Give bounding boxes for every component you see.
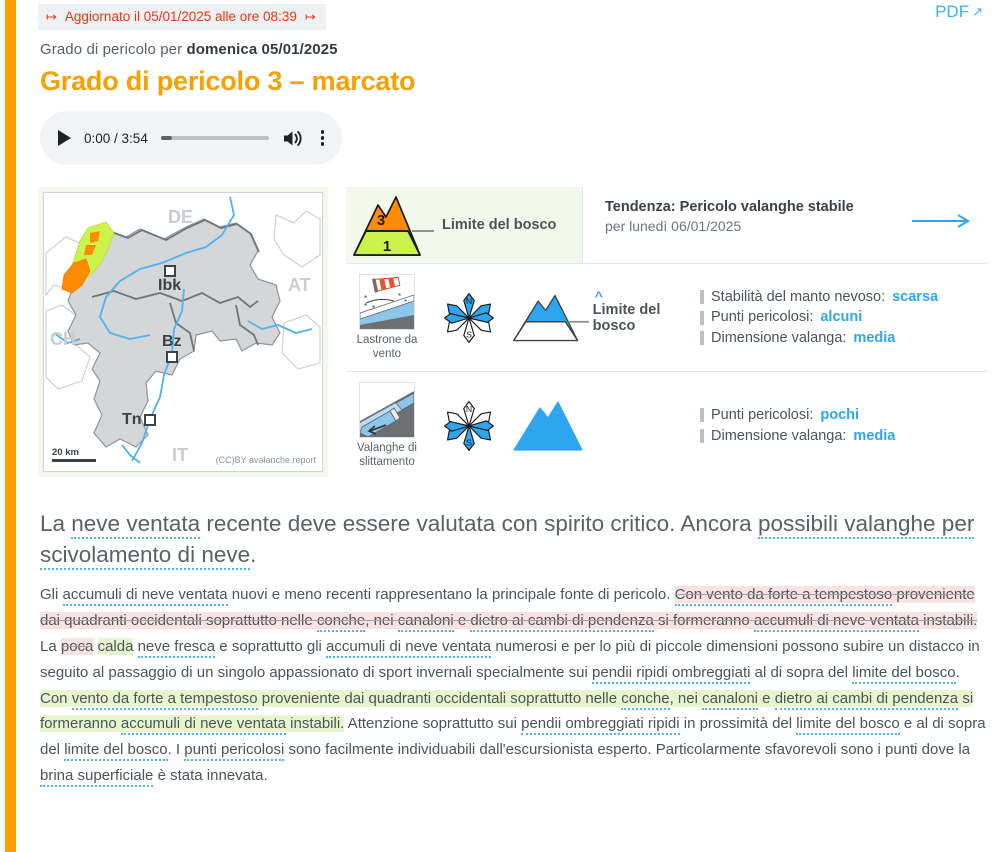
danger-level-subheading: [40, 41, 988, 58]
glossary-link[interactable]: conche: [621, 690, 669, 710]
problem-elevation: [510, 287, 700, 346]
tendency-subtitle: per lunedì 06/01/2025: [605, 218, 742, 234]
play-icon[interactable]: [58, 130, 71, 146]
inserted-text-run: Con: [40, 689, 72, 707]
compass-rose-icon: [440, 289, 498, 347]
map-attribution: (CC)BY avalanche.report: [215, 455, 316, 465]
info-bar-icon: [700, 311, 704, 325]
elevation-label-wrap: [592, 287, 700, 334]
audio-duration: 3:54: [121, 130, 148, 146]
removed-text: poca: [60, 638, 94, 656]
danger-elevation-pictogram: [346, 187, 582, 263]
info-value: pochi: [820, 407, 860, 424]
glossary-link[interactable]: limite del bosco: [796, 715, 899, 735]
removed-text-run: e: [453, 612, 471, 630]
tendency-panel: [582, 187, 988, 263]
svg-text:N: N: [465, 403, 473, 414]
arrow-right-icon: ↦: [46, 9, 57, 24]
info-value: alcuni: [820, 309, 863, 326]
svg-text:*: *: [364, 294, 368, 303]
audio-player[interactable]: [40, 111, 342, 165]
glossary-link[interactable]: pendii ripidi ombreggiati: [592, 664, 750, 684]
inserted-text-run: e: [758, 689, 775, 707]
glossary-link[interactable]: possibili valanghe per scivolamento di neve: [40, 511, 974, 570]
glossary-link[interactable]: accumuli di neve ventata: [121, 715, 286, 735]
glossary-link[interactable]: canaloni: [398, 612, 454, 632]
glossary-link[interactable]: dietro ai cambi di pendenza: [775, 690, 958, 710]
elevation-label: Limite del bosco: [592, 301, 661, 334]
svg-text:AT: AT: [288, 275, 311, 295]
above-treeline-caret-icon: ^: [594, 287, 603, 304]
info-label: Stabilità del manto nevoso:: [711, 288, 886, 305]
tendency-text: [605, 199, 898, 234]
problem-icon-block: [346, 274, 428, 361]
problem-icon-label: Valanghe di slittamento: [357, 442, 417, 468]
info-bar-icon: [700, 408, 704, 422]
body-text: è stata innevata.: [153, 767, 268, 785]
page-title: Grado di pericolo 3 – marcato: [40, 66, 416, 96]
pdf-link-label: PDF: [935, 2, 970, 21]
glossary-link[interactable]: Con vento da forte a tempestoso: [675, 586, 893, 606]
last-updated-text: Aggiornato il 05/01/2025 alle ore 08:39: [64, 9, 297, 24]
glossary-link[interactable]: accumuli di neve ventata: [63, 586, 228, 606]
glossary-link[interactable]: limite del bosco: [64, 741, 167, 761]
inserted-text: calda: [97, 638, 134, 656]
danger-for-prefix: Grado di pericolo per: [40, 41, 187, 58]
city-marker-icon: [144, 414, 156, 426]
danger-for-date: domenica 05/01/2025: [186, 41, 338, 58]
header-row: [38, 0, 988, 34]
city-marker-icon: [166, 351, 178, 363]
body-text: [93, 638, 97, 655]
svg-text:IT: IT: [172, 445, 188, 465]
lead-text: .: [250, 541, 257, 567]
arrow-right-icon: [912, 199, 988, 234]
svg-text:CH: CH: [50, 329, 76, 349]
info-label: Punti pericolosi:: [711, 309, 814, 326]
glossary-link[interactable]: conche: [317, 612, 365, 632]
map-canvas: [43, 192, 323, 472]
compass-rose-icon: [440, 397, 498, 455]
glossary-link[interactable]: canaloni: [702, 690, 758, 710]
glossary-link[interactable]: dietro ai cambi di pendenza: [470, 612, 653, 632]
body-text: Attenzione soprattutto sui: [344, 715, 522, 733]
inserted-text-run: , nei: [669, 689, 703, 707]
removed-text-run: , nei: [365, 612, 398, 630]
glossary-link[interactable]: punti pericolosi: [184, 741, 284, 761]
inserted-text-run: si formeranno: [40, 689, 974, 733]
info-bar-icon: [700, 290, 704, 304]
glossary-link[interactable]: accumuli di neve ventata: [326, 638, 491, 658]
svg-text:S: S: [466, 437, 472, 448]
danger-level-rail: [5, 0, 16, 852]
glossary-link[interactable]: neve ventata: [71, 511, 200, 539]
body-text: Gli: [40, 586, 63, 604]
glossary-link[interactable]: limite del bosco: [852, 664, 955, 684]
problem-icon-block: [346, 382, 428, 469]
external-link-icon: ↗: [972, 4, 983, 19]
danger-map[interactable]: [38, 187, 328, 477]
lead-text: recente deve essere valutata con spirito critico. Ancora: [200, 511, 758, 537]
glossary-link[interactable]: brina superficiale: [40, 767, 153, 787]
avalanche-problem-row: [346, 263, 988, 371]
tendency-title: Tendenza: Pericolo valanghe stabile: [605, 199, 854, 215]
body-text: .: [955, 663, 960, 681]
info-label: Punti pericolosi:: [711, 407, 814, 424]
problem-info-list: [700, 405, 988, 446]
glossary-link[interactable]: accumuli di neve ventata: [754, 612, 919, 632]
wind-slab-icon: [359, 274, 415, 330]
problem-icon-label: Lastrone da vento: [356, 334, 418, 360]
removed-text-run: si formeranno: [653, 612, 754, 630]
elevation-mountain-icon: [510, 290, 591, 346]
danger-overview-panel: [38, 187, 988, 479]
map-scale-label: 20 km: [52, 447, 79, 458]
lead-text: La: [40, 511, 72, 537]
body-text: e soprattutto gli: [215, 638, 327, 656]
bulletin-headline: [40, 509, 988, 570]
map-city-tn: [122, 411, 156, 429]
info-value: media: [853, 329, 896, 346]
body-text: numerosi e per lo più di piccole dimensioni possono subire un distacco in seguito al passaggio di un singolo appassionato di sport invernali specialmente sui: [40, 638, 980, 681]
elevation-mountain-icon: [510, 398, 596, 454]
removed-text-run: instabili.: [918, 612, 978, 630]
body-text: e al di sopra del: [40, 715, 986, 759]
audio-time-separator: /: [110, 130, 122, 146]
info-line: [700, 307, 988, 328]
removed-text-run: proveniente dai quadranti occidentali soprattutto nelle: [40, 586, 975, 630]
svg-text:*: *: [398, 292, 402, 301]
treeline-label: Limite del bosco: [442, 217, 557, 233]
svg-text:S: S: [466, 329, 472, 340]
volume-icon[interactable]: [282, 129, 304, 148]
audio-current-time: 0:00: [84, 130, 111, 146]
svg-text:*: *: [404, 298, 408, 307]
info-line: [700, 405, 988, 426]
bulletin-body-text: [40, 582, 988, 788]
more-options-icon[interactable]: [317, 127, 329, 149]
svg-text:*: *: [372, 304, 376, 313]
glide-avalanche-icon: [359, 382, 415, 438]
body-text: sono facilmente individuabili dall'escursionista esperto. Particolarmente sfavorevoli sono i punti dove la: [284, 741, 971, 759]
info-bar-icon: [700, 429, 704, 443]
svg-text:*: *: [364, 302, 368, 311]
body-text: La: [40, 638, 61, 656]
info-line: [700, 426, 988, 447]
info-label: Dimensione valanga:: [711, 427, 847, 444]
problem-info-list: [700, 287, 988, 349]
scale-bar-line: [52, 459, 96, 462]
aspect-rose: [428, 289, 510, 347]
danger-level-strip: [346, 187, 988, 263]
body-text: al di sopra del: [750, 663, 853, 681]
avalanche-problem-row: [346, 371, 988, 479]
glossary-link[interactable]: neve fresca: [138, 638, 216, 658]
map-scale-bar: [52, 447, 96, 462]
map-svg: [44, 193, 322, 471]
danger-details-column: [346, 187, 988, 479]
map-city-ibk: [158, 265, 181, 295]
city-marker-icon: [164, 265, 176, 277]
body-text: . I: [167, 741, 185, 759]
map-city-label: Ibk: [158, 277, 182, 294]
map-city-label: Bz: [162, 333, 182, 350]
info-line: [700, 328, 988, 349]
info-value: media: [853, 427, 896, 444]
arrow-right-icon: ↦: [304, 9, 316, 24]
inserted-text-run: proveniente dai quadranti occidentali soprattutto nelle: [257, 689, 622, 707]
info-bar-icon: [700, 331, 704, 345]
map-city-label: Tn: [122, 411, 142, 428]
danger-mountain-icon: [350, 191, 438, 259]
aspect-rose: [428, 397, 510, 455]
glossary-link[interactable]: vento da forte a tempestoso: [72, 690, 258, 710]
glossary-link[interactable]: pendii ombreggiati ripidi: [521, 715, 679, 735]
info-label: Dimensione valanga:: [711, 329, 847, 346]
problem-elevation: [510, 398, 700, 454]
svg-text:3: 3: [376, 212, 386, 229]
audio-progress-slider[interactable]: [161, 136, 269, 140]
bulletin-content: [38, 0, 988, 789]
info-value: scarsa: [892, 288, 939, 305]
body-text: in prossimità del: [679, 715, 797, 733]
pdf-download-link[interactable]: [935, 2, 983, 22]
body-text: [133, 638, 137, 655]
last-updated-badge: [38, 4, 326, 30]
audio-time-display: [84, 131, 148, 146]
body-text: nuovi e meno recenti rappresentano la principale fonte di pericolo.: [227, 586, 675, 604]
svg-text:N: N: [465, 295, 473, 306]
info-line: [700, 287, 988, 308]
inserted-text-run: instabili.: [285, 715, 345, 733]
svg-text:DE: DE: [168, 207, 194, 227]
map-city-bz: [162, 333, 182, 363]
svg-text:1: 1: [382, 238, 392, 255]
